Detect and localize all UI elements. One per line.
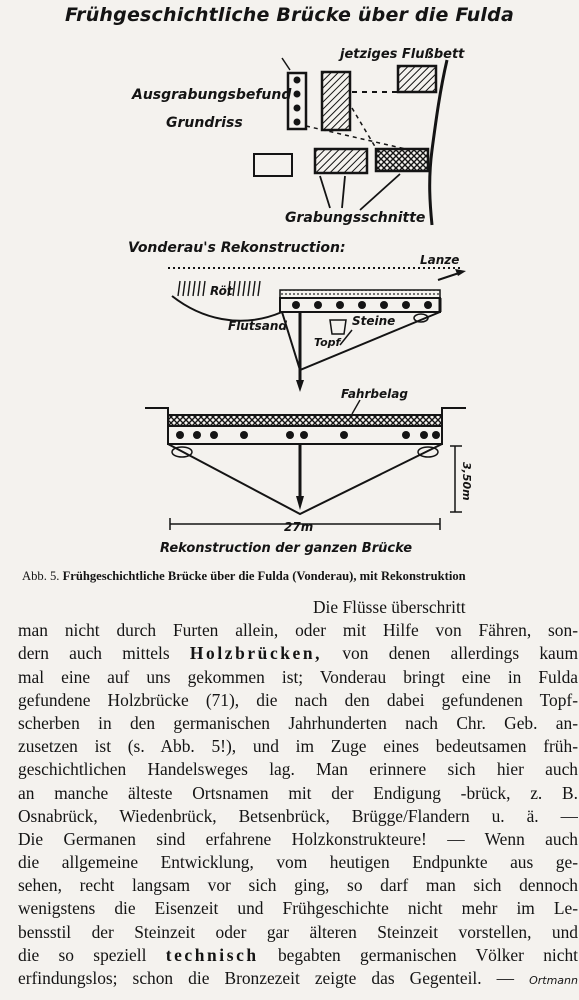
- label-flutsand: Flutsand: [228, 319, 287, 333]
- emphasis-holzbruecken: Holzbrücken,: [189, 643, 323, 664]
- text-line: scherben in den germanischen Jahrhunderten nach Chr. Geb. an-: [18, 712, 578, 733]
- caption-title: Frühgeschichtliche Brücke über die Fulda: [62, 569, 290, 583]
- text-line: bensstil der Steinzeit oder gar älteren Steinzeit vorstellen, und: [18, 921, 578, 942]
- text-line: erfindungslos; schon die Bronzezeit zeigte das Gegenteil. — Ortmann: [18, 968, 578, 988]
- text-line: zusetzen ist (s. Abb. 5!), und im Zuge eines bedeutsamen früh-: [18, 736, 578, 757]
- label-steine: Steine: [352, 314, 396, 328]
- text-line: Die Flüsse überschritt: [313, 597, 466, 617]
- vonderau-reconstruction: [128, 240, 466, 392]
- body-text: [18, 596, 578, 990]
- label-grabungsschnitte: Grabungsschnitte: [285, 210, 426, 226]
- text-line: Die Germanen sind erfahrene Holzkonstrukteure! — Wenn auch: [18, 828, 578, 849]
- handwritten-signature: Ortmann: [529, 974, 578, 987]
- label-vonderau: Vonderau's Rekonstruction:: [128, 240, 346, 256]
- text-line: Osnabrück, Wiedenbrück, Betsenbrück, Brügge/Flandern u. ä. —: [18, 805, 578, 826]
- label-grundriss: Grundriss: [166, 115, 243, 131]
- label-rekonstruction: Rekonstruction der ganzen Brücke: [160, 541, 413, 556]
- text-line: mal eine auf uns gekommen ist; Vonderau bringt eine in Fulda: [18, 666, 578, 687]
- label-roet: Röt: [210, 284, 233, 298]
- plan-view: [131, 47, 465, 226]
- emphasis-technisch: technisch: [165, 944, 259, 965]
- whole-bridge-reconstruction: [145, 387, 473, 556]
- text-line: geschichtlichen Handelsweges lag. Man erinnere sich hier auch: [18, 759, 578, 780]
- text-line: die allgemeine Entwicklung, vom heutigen Endpunkte aus ge-: [18, 852, 578, 873]
- caption-prefix: Abb. 5.: [22, 569, 60, 583]
- figure-caption: [22, 569, 577, 584]
- text-line: an manche älteste Ortsnamen mit der Endigung -brück, z. B.: [18, 782, 578, 803]
- text-line: man nicht durch Furten allein, oder mit Hilfe von Fähren, son-: [18, 620, 578, 641]
- label-ausgrabung: Ausgrabungsbefund: [132, 87, 292, 103]
- text-line: gefundene Holzbrücke (71), die nach den dabei gefundenen Topf-: [18, 689, 578, 710]
- text-line: dern auch mittels Holzbrücken, von denen allerdings kaum: [18, 643, 578, 664]
- text-line: die so speziell technisch begabten germanischen Völker nicht: [18, 944, 578, 965]
- label-fahrbelag: Fahrbelag: [341, 387, 408, 401]
- text-line: sehen, recht langsam vor sich ging, so darf man sich dennoch: [18, 875, 578, 896]
- text-line: wenigstens die Eisenzeit und Frühgeschichte nicht mehr im Le-: [18, 898, 578, 919]
- figure-title: Frühgeschichtliche Brücke über die Fulda: [65, 4, 514, 26]
- label-topf: Topf: [314, 336, 341, 349]
- label-lanze: Lanze: [420, 253, 460, 267]
- label-jetziges: jetziges Flußbett: [340, 47, 465, 62]
- label-breite: 27m: [284, 520, 314, 534]
- caption-rest: (Vonderau), mit Rekonstruktion: [292, 569, 466, 583]
- label-hoehe: 3,50m: [460, 462, 473, 501]
